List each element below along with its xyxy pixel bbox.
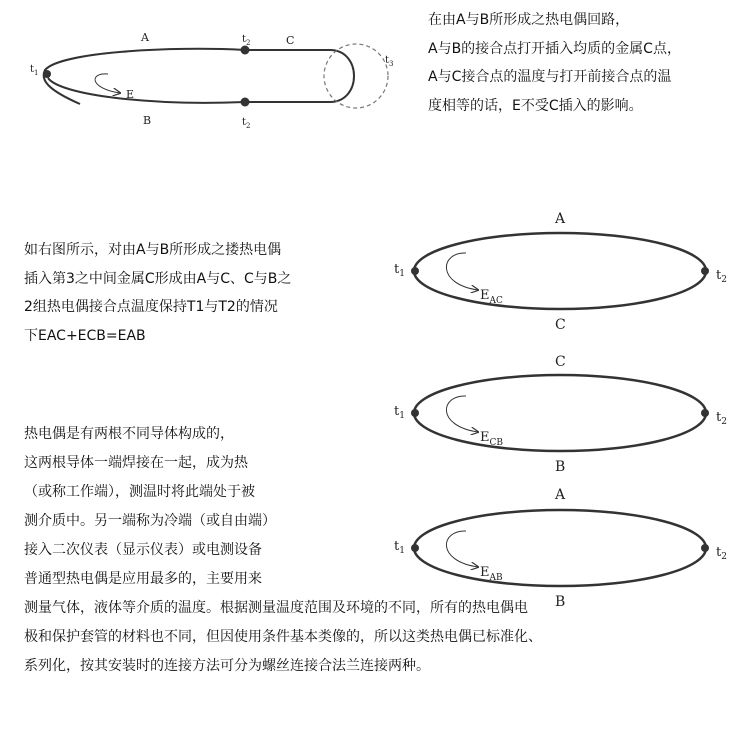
loop-cb-top-label: C xyxy=(555,354,566,370)
loop-ac-emf-arrow xyxy=(446,253,478,290)
loop-ac-ellipse xyxy=(414,233,706,309)
loop-ab-t1-label: $t_1$ xyxy=(394,539,405,556)
loop-cb-t2-label: $t_2$ xyxy=(716,410,727,427)
loop-cb-junction-t1 xyxy=(411,409,419,417)
text-line: 这两根导体一端焊接在一起，成为热 xyxy=(24,455,248,471)
text-line: 在由A与B所形成之热电偶回路， xyxy=(428,12,630,28)
text-line: 如右图所示，对由A与B所形成之搂热电偶 xyxy=(24,242,282,258)
wire-A xyxy=(44,49,245,104)
text-line: 极和保护套管的材料也不同，但因使用条件基本类像的，所以这类热电偶已标准化、 xyxy=(24,629,542,645)
loop-ab-bottom-label: B xyxy=(555,594,566,610)
loop-ac-bottom-label: C xyxy=(555,317,566,333)
loop-ac-diagram xyxy=(394,211,727,333)
loop-cb-bottom-label: B xyxy=(555,459,566,475)
top-thermocouple-diagram xyxy=(30,31,394,130)
text-line: （或称工作端），测温时将此端处于被 xyxy=(24,484,255,500)
loop-cb-junction-t2 xyxy=(701,409,709,417)
t3-region-circle xyxy=(324,44,388,108)
wire-C xyxy=(245,50,354,102)
label-t1: $t_1$ xyxy=(30,64,39,77)
loop-ac-junction-t1 xyxy=(411,267,419,275)
loop-ac-top-label: A xyxy=(555,211,566,227)
loop-ac-t1-label: $t_1$ xyxy=(394,262,405,279)
label-A: A xyxy=(141,31,149,44)
top-explanation xyxy=(428,6,681,120)
text-line: 下EAC+ECB=EAB xyxy=(24,327,146,344)
junction-t1 xyxy=(43,70,51,78)
text-line: 测介质中。另一端称为冷端（或自由端） xyxy=(24,513,276,529)
label-E: E xyxy=(126,88,135,101)
loop-ac-t2-label: $t_2$ xyxy=(716,268,727,285)
text-line: A与C接合点的温度与打开前接合点的温 xyxy=(428,69,672,85)
loop-ab-emf-label: $E_{AB}$ xyxy=(480,565,503,583)
label-t2-bottom: $t_2$ xyxy=(242,117,251,130)
loop-cb-emf-label: $E_{CB}$ xyxy=(480,430,503,448)
loop-cb-t1-label: $t_1$ xyxy=(394,404,405,421)
label-t3: $t_3$ xyxy=(385,55,394,68)
text-line: 度相等的话，E不受C插入的影响。 xyxy=(428,97,643,114)
middle-explanation xyxy=(24,236,291,350)
loop-ac-junction-t2 xyxy=(701,267,709,275)
text-line: A与B的接合点打开插入均质的金属C点， xyxy=(428,40,681,57)
bottom-explanation xyxy=(24,420,542,681)
junction-t2-bottom xyxy=(241,98,250,107)
text-line: 普通型热电偶是应用最多的，主要用来 xyxy=(24,571,262,587)
text-line: 接入二次仪表（显示仪表）或电测设备 xyxy=(24,542,262,558)
wire-B xyxy=(48,78,245,103)
text-line: 热电偶是有两根不同导体构成的， xyxy=(24,426,234,442)
label-t2-top: $t_2$ xyxy=(242,34,251,47)
label-B: B xyxy=(143,114,152,127)
text-line: 系列化，按其安装时的连接方法可分为螺丝连接合法兰连接两种。 xyxy=(24,658,430,674)
text-line: 插入第3之中间金属C形成由A与C、C与B之 xyxy=(24,270,292,287)
loop-ac-emf-label: $E_{AC}$ xyxy=(480,288,503,306)
label-C: C xyxy=(286,34,295,47)
loop-ab-junction-t2 xyxy=(701,544,709,552)
emf-arrow xyxy=(95,74,120,93)
loop-ab-t2-label: $t_2$ xyxy=(716,545,727,562)
loop-ab-top-label: A xyxy=(555,487,566,503)
text-line: 测量气体，液体等介质的温度。根据测量温度范围及环境的不同，所有的热电偶电 xyxy=(24,600,528,616)
text-line: 2组热电偶接合点温度保持T1与T2的情况 xyxy=(24,299,278,315)
